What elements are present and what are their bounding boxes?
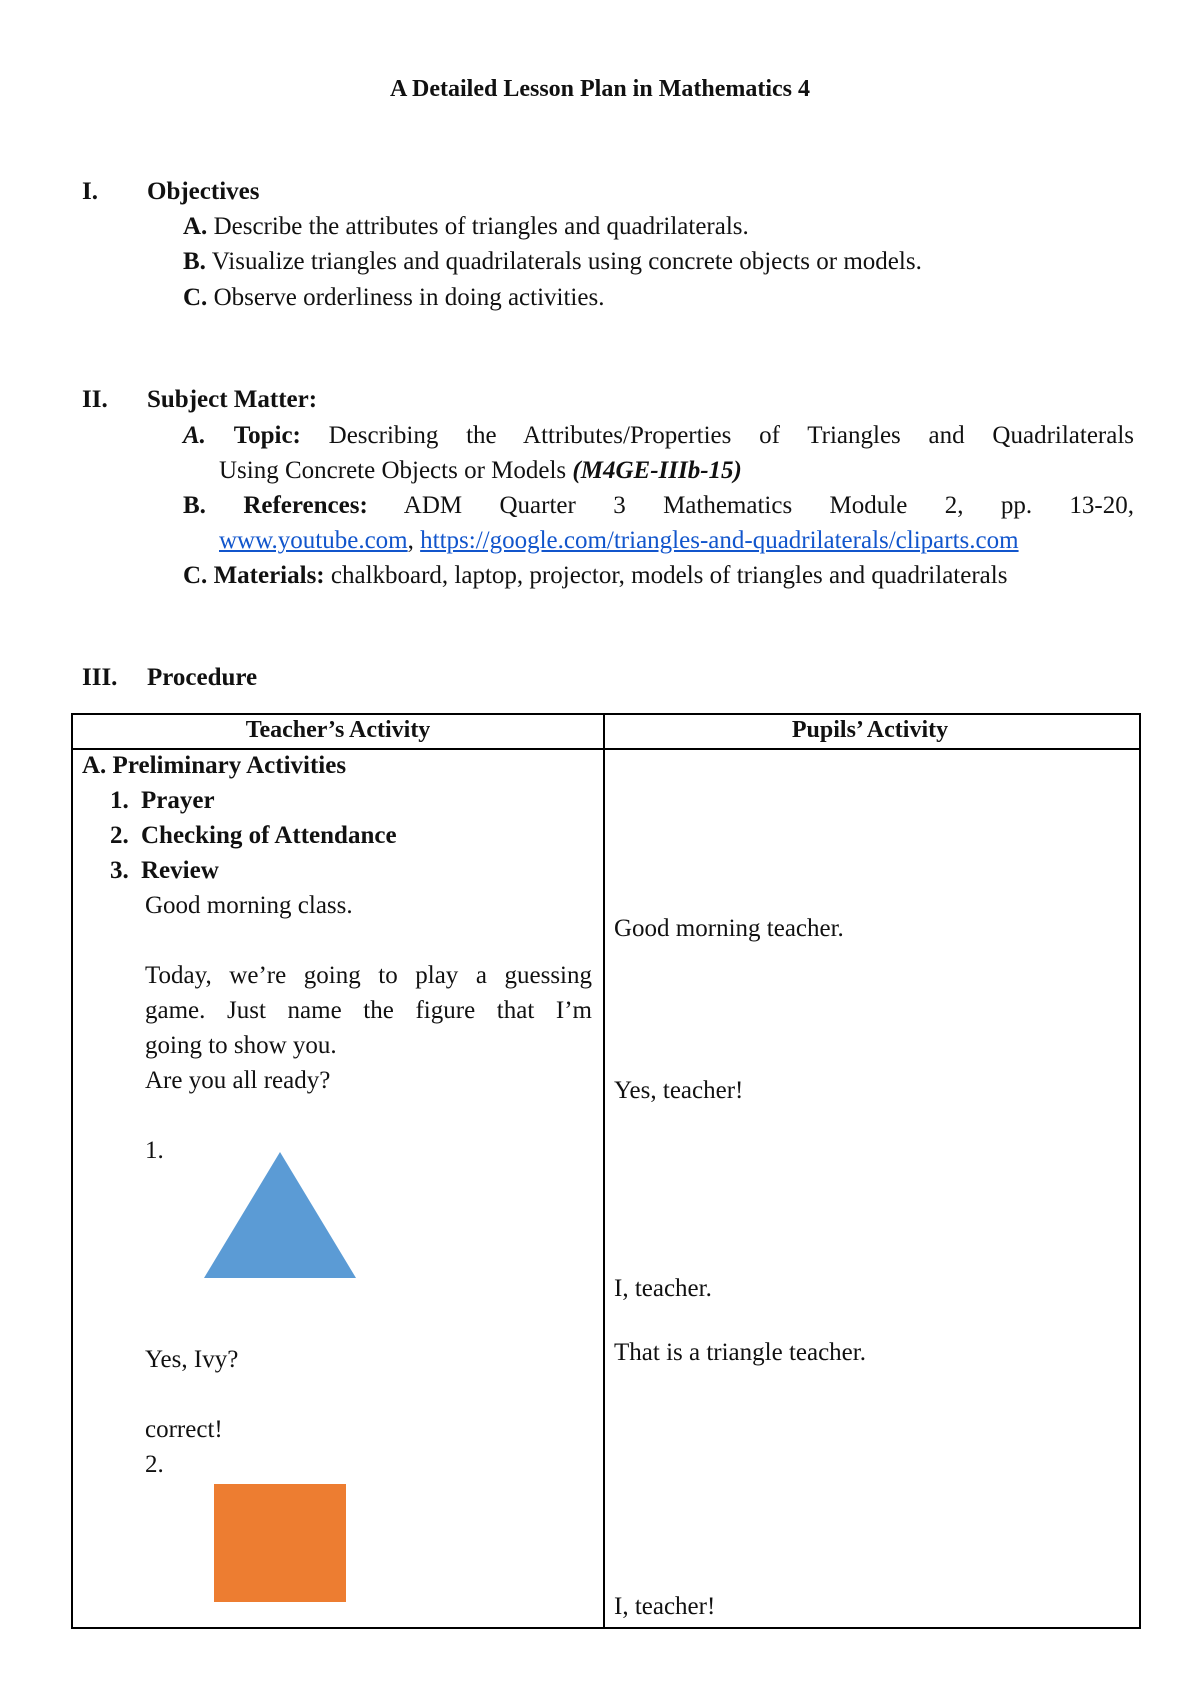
square-shape: [214, 1484, 346, 1602]
objective-text: Visualize triangles and quadrilaterals using concrete objects or models.: [211, 248, 922, 275]
references-line-2: [219, 527, 1019, 555]
topic-line-2: [219, 457, 742, 485]
pupils-ready-answer: Yes, teacher!: [614, 1077, 744, 1104]
objective-a: [183, 213, 749, 241]
step-3: [110, 857, 219, 885]
materials-line: [183, 562, 1007, 590]
teacher-greeting: Good morning class.: [145, 892, 353, 919]
topic-text-2: Using Concrete Objects or Models: [219, 457, 567, 484]
topic-letter: A.: [183, 422, 206, 449]
pupils-volunteer-1: I, teacher.: [614, 1275, 712, 1302]
objective-text: Observe orderliness in doing activities.: [213, 284, 605, 311]
teacher-ready-question: Are you all ready?: [145, 1067, 331, 1094]
step-label: Prayer: [141, 787, 215, 814]
teacher-item-2: 2.: [145, 1451, 164, 1478]
link-separator: ,: [407, 527, 414, 554]
topic-label: Topic:: [233, 422, 301, 449]
objective-text: Describe the attributes of triangles and quadrilaterals.: [213, 213, 749, 240]
topic-line-1: [183, 422, 1134, 450]
section-heading-subject-matter: Subject Matter:: [147, 386, 318, 413]
header-divider: [73, 748, 1139, 750]
pupils-volunteer-2: I, teacher!: [614, 1593, 716, 1620]
teacher-game-line-1: Today, we’re going to play a guessing: [145, 962, 592, 989]
materials-text: chalkboard, laptop, projector, models of triangles and quadrilaterals: [330, 562, 1008, 589]
objective-c: [183, 284, 604, 312]
step-number: 1.: [110, 787, 129, 814]
section-heading-objectives: Objectives: [147, 178, 260, 205]
topic-code: (M4GE-IIIb-15): [572, 457, 742, 484]
section-heading-procedure: Procedure: [147, 664, 258, 691]
teacher-game-line-3: going to show you.: [145, 1032, 337, 1059]
objective-letter: B.: [183, 248, 206, 275]
references-text: ADM Quarter 3 Mathematics Module 2, pp. 13-20,: [403, 492, 1135, 519]
preliminary-activities-heading: A. Preliminary Activities: [82, 752, 347, 779]
header-teacher-activity: Teacher’s Activity: [245, 717, 431, 743]
topic-text-1: Describing the Attributes/Properties of Triangles and Quadrilaterals: [328, 422, 1135, 449]
step-number: 2.: [110, 822, 129, 849]
materials-letter: C.: [183, 562, 208, 589]
step-2: [110, 822, 397, 850]
section-numeral-objectives: I.: [82, 178, 98, 205]
header-pupils-activity: Pupils’ Activity: [791, 717, 949, 743]
references-label: References:: [243, 492, 368, 519]
triangle-shape: [202, 1150, 358, 1280]
document-title: A Detailed Lesson Plan in Mathematics 4: [390, 76, 810, 102]
pupils-greeting: Good morning teacher.: [614, 915, 844, 942]
objective-b: [183, 248, 922, 276]
objective-letter: C.: [183, 284, 208, 311]
teacher-call-ivy: Yes, Ivy?: [145, 1346, 239, 1373]
section-numeral-subject-matter: II.: [82, 386, 108, 413]
step-1: [110, 787, 215, 815]
step-label: Checking of Attendance: [141, 822, 397, 849]
procedure-table: [71, 713, 1141, 1629]
youtube-link[interactable]: www.youtube.com: [219, 527, 408, 554]
references-line-1: [183, 492, 1134, 520]
step-number: 3.: [110, 857, 129, 884]
teacher-game-line-2: game. Just name the figure that I’m: [145, 997, 592, 1024]
references-letter: B.: [183, 492, 206, 519]
materials-label: Materials:: [213, 562, 325, 589]
pupils-answer-1: That is a triangle teacher.: [614, 1339, 866, 1366]
teacher-correct: correct!: [145, 1416, 223, 1443]
teacher-item-1: 1.: [145, 1137, 164, 1164]
section-numeral-procedure: III.: [82, 664, 118, 691]
google-cliparts-link[interactable]: https://google.com/triangles-and-quadrilaterals/cliparts.com: [420, 527, 1019, 554]
column-divider: [603, 715, 605, 1627]
objective-letter: A.: [183, 213, 208, 240]
step-label: Review: [141, 857, 219, 884]
